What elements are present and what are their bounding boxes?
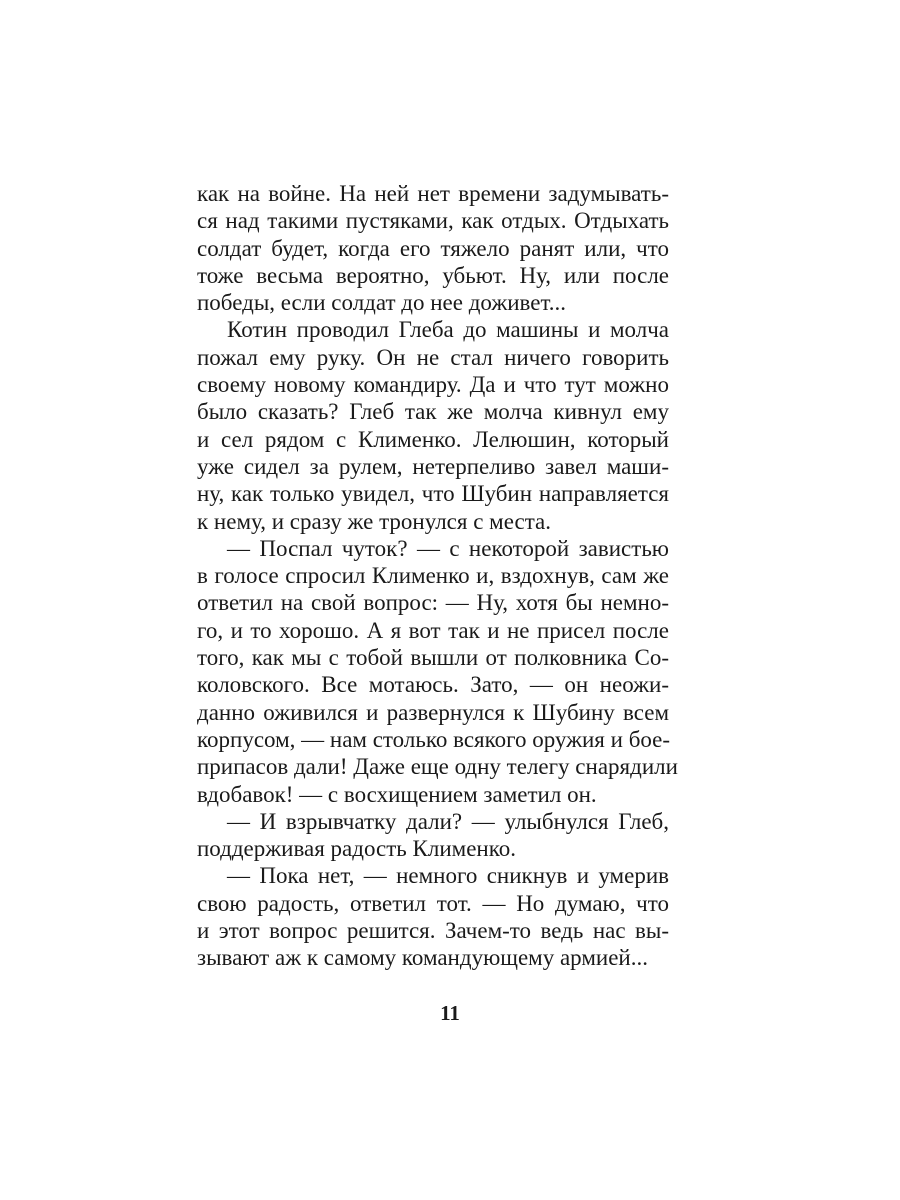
text-line: — Поспал чуток? — с некоторой завистью <box>227 535 669 561</box>
text-line: го, и то хорошо. А я вот так и не присел после <box>197 617 669 643</box>
paragraph <box>197 535 678 808</box>
text-line: — Пока нет, — немного сникнув и умерив <box>227 863 669 889</box>
text-line: вдобавок! — с восхищением заметил он. <box>197 781 597 807</box>
body-text <box>197 180 678 972</box>
text-line: в голосе спросил Клименко и, вздохнув, сам же <box>197 563 669 589</box>
text-line: ну, как только увидел, что Шубин направляется <box>197 481 669 507</box>
text-line: поддерживая радость Клименко. <box>197 836 516 862</box>
text-line: Котин проводил Глеба до машины и молча <box>227 317 669 343</box>
text-line: коловского. Все мотаюсь. Зато, — он неожи- <box>197 672 669 698</box>
text-line: и этот вопрос решится. Зачем-то ведь нас вы- <box>197 918 669 944</box>
text-line: ся над такими пустяками, как отдых. Отдыхать <box>197 208 669 234</box>
text-line: свою радость, ответил тот. — Но думаю, что <box>197 890 669 916</box>
page-number: 11 <box>440 1001 460 1025</box>
text-line: было сказать? Глеб так же молча кивнул ему <box>197 399 669 425</box>
paragraph <box>197 862 669 971</box>
text-line: победы, если солдат до нее доживет... <box>197 290 567 316</box>
text-line: корпусом, — нам столько всякого оружия и бое- <box>197 726 671 752</box>
text-line: как на войне. На ней нет времени задумывать- <box>197 181 669 206</box>
text-line: тоже весьма вероятно, убьют. Ну, или после <box>197 262 669 288</box>
text-line: и сел рядом с Клименко. Лелюшин, который <box>197 426 669 452</box>
text-line: к нему, и сразу же тронулся с места. <box>197 508 552 534</box>
text-line: своему новому командиру. Да и что тут можно <box>197 372 669 398</box>
paragraph <box>197 180 669 316</box>
paragraph <box>197 316 669 534</box>
text-line: данно оживился и развернулся к Шубину всем <box>197 699 669 725</box>
text-line: того, как мы с тобой вышли от полковника Со- <box>197 645 669 671</box>
paragraph <box>197 808 669 863</box>
text-line: ответил на свой вопрос: — Ну, хотя бы немно- <box>197 590 669 616</box>
text-line: пожал ему руку. Он не стал ничего говорить <box>197 344 669 370</box>
text-line: уже сидел за рулем, нетерпеливо завел маши- <box>197 453 669 479</box>
text-line: — И взрывчатку дали? — улыбнулся Глеб, <box>227 808 669 834</box>
text-line: припасов дали! Даже еще одну телегу снарядили <box>197 754 678 780</box>
text-line: зывают аж к самому командующему армией... <box>197 945 648 971</box>
text-line: солдат будет, когда его тяжело ранят или, что <box>197 235 669 261</box>
